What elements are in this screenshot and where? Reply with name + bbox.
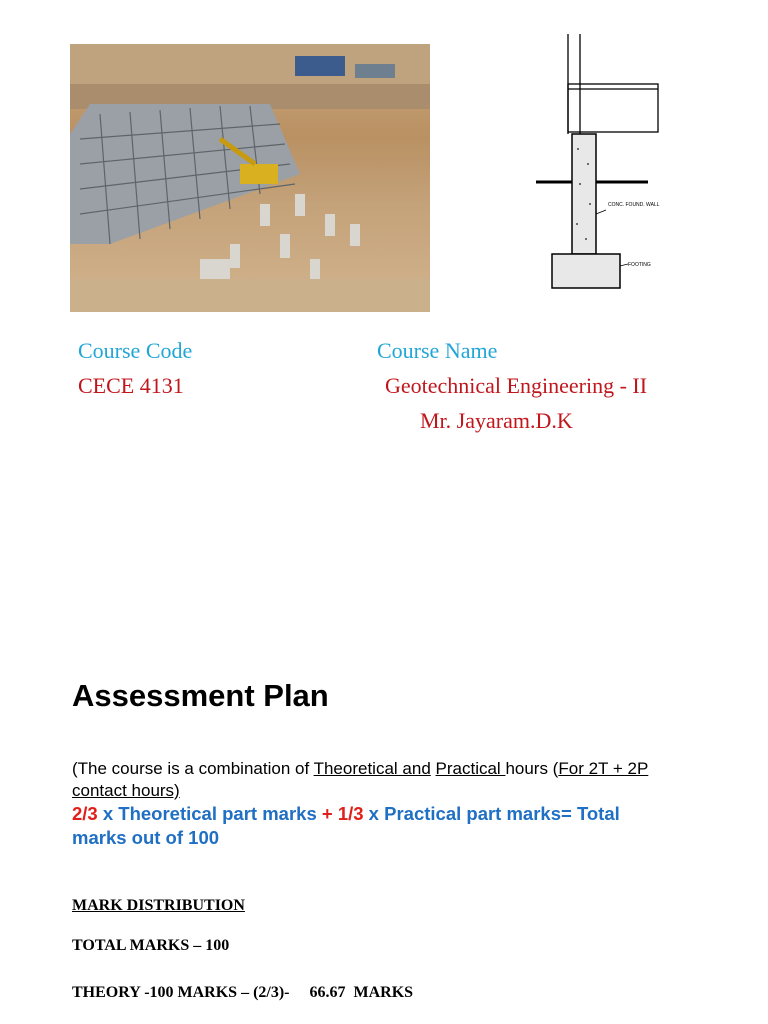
instructor-name: Mr. Jayaram.D.K [420, 408, 573, 433]
theory-marks-unit: MARKS [353, 984, 414, 1001]
course-code-value: CECE 4131 [78, 373, 184, 398]
mark-distribution-heading: MARK DISTRIBUTION [72, 897, 245, 914]
assessment-plan-title: Assessment Plan [72, 678, 329, 713]
intro-practical: Practical [435, 759, 506, 778]
figure-label-wall: CONC. FOUND. WALL [608, 202, 660, 208]
theory-marks-value: 66.67 [309, 984, 346, 1001]
construction-site-photo [70, 44, 430, 312]
course-name-label: Course Name [377, 338, 498, 363]
marks-formula [72, 802, 672, 850]
formula-practical-fraction: + 1/3 [321, 803, 364, 824]
course-code-label: Course Code [78, 338, 193, 363]
total-marks-line: TOTAL MARKS – 100 [72, 937, 230, 954]
intro-text-a: (The course is a combination of [72, 759, 314, 778]
theory-marks-line [72, 984, 413, 1002]
figure-label-footing: FOOTING [628, 262, 651, 268]
intro-contact-hours: For 2T + 2P contact hours) [72, 759, 649, 800]
intro-text-b: hours ( [505, 759, 559, 778]
course-intro-text [72, 758, 692, 802]
course-name-value: Geotechnical Engineering - II [385, 373, 648, 398]
theory-marks-label: THEORY -100 MARKS – (2/3)- [72, 984, 290, 1001]
formula-text-b: x Practical part marks= Total marks out of 100 [72, 803, 620, 848]
footing-section-drawing [528, 34, 664, 292]
formula-text-a: x Theoretical part marks [97, 803, 322, 824]
formula-theory-fraction: 2/3 [72, 803, 98, 824]
intro-theoretical: Theoretical and [313, 759, 431, 778]
